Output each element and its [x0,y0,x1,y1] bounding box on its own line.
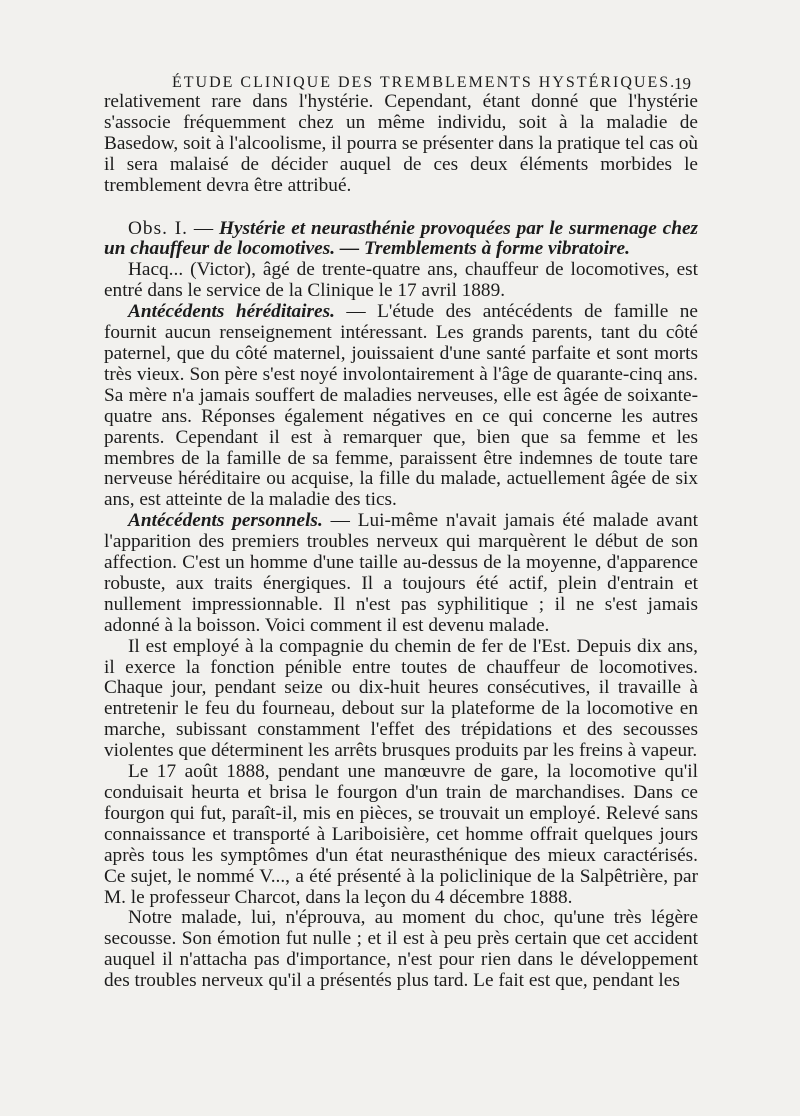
observation-title: Hystérie et neurasthénie provoquées par le surmenage chez un chauffeur de locomotives. — Tremblements à forme vibratoire. [104,217,699,260]
paragraph-accident: Le 17 août 1888, pendant une manœuvre de gare, la locomotive qu'il conduisait heurta et brisa le fourgon d'un train de marchandises. Dans ce fourgon qui fut, paraît-il, mis en pièces, se trouvait un employé. Relevé sans connaissance et transporté à Lariboisière, cet homme offrait quelques jours après tous les symptômes d'un état neurasthénique des mieux caractérisés. Ce sujet, le nommé V..., a été présenté à la policlinique de la Salpêtrière, par M. le professeur Charcot, dans la leçon du 4 décembre 1888. [104,761,698,908]
paragraph-hereditary [104,302,698,511]
paragraph-personal [104,511,698,636]
observation-dash: — [187,217,219,239]
paragraph-intro: relativement rare dans l'hystérie. Cependant, étant donné que l'hystérie s'associe fréquemment chez un même individu, soit à la maladie de Basedow, soit à l'alcoolisme, il pourra se présenter dans la pratique tel cas où il sera malaisé de décider auquel de ces deux éléments morbides le tremblement devra être attribué. [104,91,698,196]
heading-hereditary: Antécédents héréditaires. [128,301,335,323]
running-title: ÉTUDE CLINIQUE DES TREMBLEMENTS HYSTÉRIQUES. [172,74,677,91]
observation-label: Obs. I. [128,217,188,239]
paragraph-reaction: Notre malade, lui, n'éprouva, au moment du choc, qu'une très légère secousse. Son émotion fut nulle ; et il est à peu près certain que cet accident auquel il n'attacha pas d'importance, n'est pour rien dans le développement des troubles nerveux qu'il a présentés plus tard. Le fait est que, pendant les [104,907,698,992]
body-text [104,92,698,992]
heading-personal: Antécédents personnels. [128,510,323,532]
hereditary-text: — L'étude des antécédents de famille ne fournit aucun renseignement intéressant. Les grands parents, tant du côté paternel, que du côté maternel, jouissaient d'une santé parfaite et sont morts très vieux. Son père s'est noyé involontairement à l'âge de quarante-cinq ans. Sa mère n'a jamais souffert de maladies nerveuses, elle est âgée de soixante-quatre ans. Réponses également négatives en ce qui concerne les autres parents. Cependant il est à remarquer que, bien que sa femme et les membres de la famille de sa femme, paraissent être indemnes de toute tare nerveuse héréditaire ou acquise, la fille du malade, actuellement âgée de six ans, est atteinte de la maladie des tics. [104,301,698,511]
paragraph-employment: Il est employé à la compagnie du chemin de fer de l'Est. Depuis dix ans, il exerce la fonction pénible entre toutes de chauffeur de locomotives. Chaque jour, pendant seize ou dix-huit heures consécutives, il travaille à entretenir le feu du fourneau, debout sur la plateforme de la locomotive en marche, subissant constamment l'effet des trépidations et des secousses violentes que déterminent les arrêts brusques produits par les freins à vapeur. [104,635,698,762]
paragraph-patient: Hacq... (Victor), âgé de trente-quatre ans, chauffeur de locomotives, est entré dans le service de la Clinique le 17 avril 1889. [104,259,698,302]
observation-heading [104,219,698,261]
personal-text: — Lui-même n'avait jamais été malade avant l'apparition des premiers troubles nerveux qui marquèrent le début de son affection. C'est un homme d'une taille au-dessus de la moyenne, d'apparence robuste, aux traits énergiques. Il a toujours été actif, plein d'entrain et nullement impressionnable. Il n'est pas syphilitique ; il ne s'est jamais adonné à la boisson. Voici comment il est devenu malade. [104,510,698,636]
page-number: 19 [674,74,691,93]
